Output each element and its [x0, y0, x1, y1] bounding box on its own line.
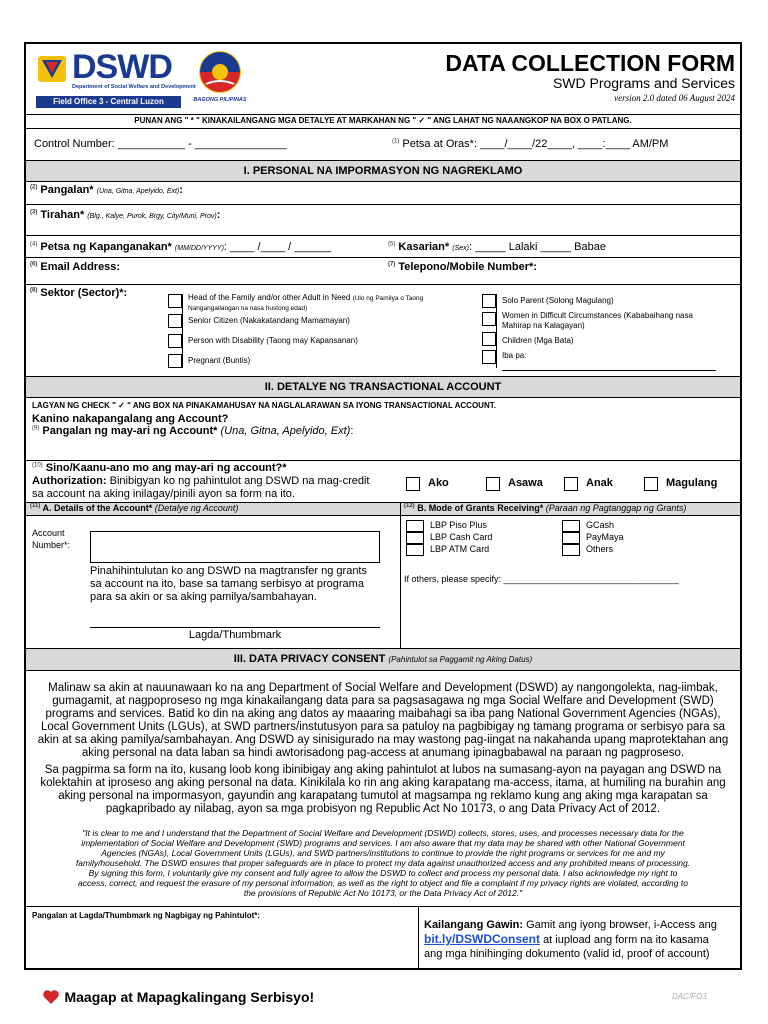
bagong-pilipinas-text: BAGONG PILIPINAS [193, 97, 247, 103]
dswd-subtitle: Department of Social Welfare and Development [72, 84, 196, 90]
sector-option-pregnant: Pregnant (Buntis) [188, 356, 251, 365]
required-action: Kailangang Gawin: Gamit ang iyong browser, i-Access ang bit.ly/DSWDConsent at iupload ang form na ito kasama ang mga hinihinging dokumento (valid id, proof of account) [424, 919, 717, 960]
name-field[interactable]: $^{(2)}$ Pangalan* (Una, Gitna, Apelyido, Ext): [30, 184, 183, 196]
privacy-paragraph-english: "It is clear to me and I understand that the Department of Social Welfare and Development (DSWD) collects, stores, uses, and processes necessary data for the implementation of Social Welfare and Development (SWD) programs and services. I am also aware that my data may be shared with other National Government Agencies (NGAs), Local Government Units (LGUs), and SWD partners/institutions to continue to provide the right programs or services for me and my family/household. The DSWD ensures that proper safeguards are in place to protect my data against unauthorized access and any prohibited means of processing. By signing this form, I voluntarily give my consent and fully agree to allow the DSWD to collect and process my personal data. I also acknowledge my right to access, correct, and request the erasure of my personal information, as well as the right to object and file a complaint if my privacy rights are violated, according to the provisions of Republic Act No 10173, or the Data Privacy Act of 2012." [75, 828, 691, 898]
form-instruction: PUNAN ANG " * " KINAKAILANGANG MGA DETALYE AT MARKAHAN NG " ✓ " ANG LAHAT NG NAAANGKOP NA BOX O PATLANG. [134, 116, 632, 125]
sector-checkbox-others[interactable] [482, 350, 496, 364]
mode-checkbox-gcash[interactable] [562, 520, 580, 532]
field-number: (7) [388, 261, 396, 268]
mode-label-paymaya: PayMaya [586, 532, 624, 542]
privacy-paragraph-2: Sa pagpirma sa form na ito, kusang loob kong ibinibigay ang aking pahintulot at lubos na sumasang-ayon na payagan ang DSWD na kolektahin at iproseso ang aking personal na data. Kinikilala ko rin ang aking karapatang ma-access, itama, at humiling na burahin ang aking personal na impormasyon, gayundin ang karapatang tumutol at magsampa ng reklamo kung ang aking mga karapatan sa pagkapribado ay nilabag, ayon sa mga probisyon ng Republic Act No 10173, o ang Data Privacy Act of 2012. [40, 764, 726, 815]
relation-label-anak: Anak [586, 477, 613, 489]
field-number: (9) [32, 425, 40, 432]
relation-checkbox-asawa[interactable] [486, 477, 500, 491]
signature-label: Lagda/Thumbmark [188, 629, 282, 641]
address-label: Tirahan* [40, 209, 85, 221]
mode-checkbox-lbp-piso[interactable] [406, 520, 424, 532]
account-owner-field[interactable]: $^{(9)}$ Pangalan ng may-ari ng Account* (Una, Gitna, Apelyido, Ext): [32, 425, 354, 437]
sector-checkbox-pregnant[interactable] [168, 354, 182, 368]
relation-label-ako: Ako [428, 477, 449, 489]
sector-option-children: Children (Mga Bata) [502, 336, 574, 345]
relation-question: $^{(10)}$ Sino/Kaanu-ano mo ang may-ari ng account?* [32, 462, 287, 474]
consent-link[interactable]: bit.ly/DSWDConsent [424, 932, 540, 946]
field-number: (5) [388, 241, 396, 248]
birthdate-hint: (MM/DD/YYYY) [174, 245, 224, 252]
footer-code: DAC/FO3 [672, 992, 707, 1001]
field-number: (2) [30, 184, 38, 191]
heart-icon [42, 989, 60, 1005]
birthdate-label: Petsa ng Kapanganakan* [40, 241, 172, 253]
section3-header: III. DATA PRIVACY CONSENT (Pahintulot sa Paggamit ng Aking Datus) [26, 648, 740, 671]
birthdate-field[interactable]: $^{(4)}$ Petsa ng Kapanganakan* (MM/DD/YYYY): ____ /____ / ______ [30, 241, 331, 253]
account-details-header: $^{(11)}$ A. Details of the Account* (Detalye ng Account) [30, 503, 239, 513]
name-hint: (Una, Gitna, Apelyido, Ext) [96, 188, 180, 195]
relation-label-asawa: Asawa [508, 477, 543, 489]
email-label: Email Address: [40, 261, 121, 273]
sector-label: $^{(8)}$ Sektor (Sector)*: [30, 287, 128, 299]
account-name-question: Kanino nakapangalang ang Account? [32, 413, 229, 425]
transfer-consent-text: Pinahihintulutan ko ang DSWD na magtransfer ng grants sa account na ito, base sa tamang serbisyo at programa para sa akin or sa aking pamilya/sambahayan. [90, 565, 367, 603]
mode-checkbox-paymaya[interactable] [562, 532, 580, 544]
section2-instruction: LAGYAN NG CHECK " ✓ " ANG BOX NA PINAKAMAHUSAY NA NAGLALARAWAN SA IYONG TRANSACTIONAL ACCOUNT. [32, 401, 496, 410]
mode-checkbox-lbp-atm[interactable] [406, 544, 424, 556]
dswd-logo-text: DSWD [72, 48, 172, 86]
sector-checkbox-pwd[interactable] [168, 334, 182, 348]
control-number-field[interactable]: Control Number: ___________ - _______________ [34, 138, 287, 150]
form-subtitle: SWD Programs and Services [552, 75, 735, 91]
relation-label-magulang: Magulang [666, 477, 718, 489]
relation-checkbox-anak[interactable] [564, 477, 578, 491]
address-hint: (Blg., Kalye, Purok, Brgy, City/Muni, Prov) [87, 213, 217, 220]
sector-option-senior: Senior Citizen (Nakakatandang Mamamayan) [188, 316, 350, 325]
footer-tagline: Maagap at Mapagkalingang Serbisyo! [42, 988, 314, 1006]
relation-checkbox-ako[interactable] [406, 477, 420, 491]
privacy-paragraph-1: Malinaw sa akin at nauunawaan ko na ang Department of Social Welfare and Development (DSWD) ay nangongolekta, nag-iimbak, gumagamit, at nagpoproseso ng mga kinakailangang data para sa pagsasagawa ng mga Social Welfare and Development (SWD) programs and services. Batid ko din na aking ang datos ay maaaring maibahagi sa iba pang National Government Agencies (NGAs), Local Government Units (LGUs), at SWD partners/instutusyon para sa patuloy na pagbibigay ng tamang programa or serbisyo para sa akin at sa aking pamilya/sambahayan. Ang DSWD ay sinisigurado na may wastong pag-iingat na nakahanda upang maprotektahan ang aking personal na data laban sa hindi awtorisadong pag-access at anumang ipinagbabawal na paraan ng pagproseso. [37, 682, 729, 759]
phone-label: Telepono/Mobile Number*: [398, 261, 537, 273]
mode-label-others: Others [586, 544, 614, 554]
phone-field[interactable] [388, 261, 537, 273]
signer-label: Pangalan at Lagda/Thumbmark ng Nagbigay ng Pahintulot*: [32, 911, 261, 920]
mode-label-lbp-cash: LBP Cash Card [430, 532, 493, 542]
name-label: Pangalan* [40, 184, 94, 196]
email-field[interactable] [30, 261, 120, 273]
field-number: (4) [30, 241, 38, 248]
mode-checkbox-lbp-cash[interactable] [406, 532, 424, 544]
sector-checkbox-children[interactable] [482, 332, 496, 346]
signature-line[interactable] [90, 627, 380, 628]
mode-header: $^{(12)}$ B. Mode of Grants Receiving* (Paraan ng Pagtanggap ng Grants) [404, 503, 687, 513]
sex-field[interactable]: $^{(5)}$ Kasarian* (Sex): _____ Lalaki _____ Babae [388, 241, 606, 253]
field-number: (1) [392, 138, 400, 145]
field-number: (6) [30, 261, 38, 268]
sector-option-women: Women in Difficult Circumstances (Kababaihang nasa Mahirap na Kalagayan) [502, 311, 693, 330]
sector-option-others: Iba pa: [502, 351, 527, 360]
date-time-label: Petsa at Oras*: ____/____/22____, ____:____ AM/PM [402, 138, 669, 150]
sex-label: Kasarian* [398, 241, 450, 253]
authorization-text: Authorization: Binibigyan ko ng pahintulot ang DSWD na mag-credit sa account na aking inilagay/pinili ayon sa form na ito. [32, 475, 370, 500]
field-number: (3) [30, 209, 38, 216]
address-field[interactable]: $^{(3)}$ Tirahan* (Blg., Kalye, Purok, Brgy, City/Muni, Prov): [30, 209, 221, 221]
mode-label-lbp-piso: LBP Piso Plus [430, 520, 487, 530]
sector-checkbox-senior[interactable] [168, 314, 182, 328]
sector-option-head-of-family: Head of the Family and/or other Adult in Need (Ulo ng Pamilya o Taong Nangangailangan na nasa hustong edad) [188, 293, 424, 312]
form-frame [24, 42, 742, 970]
signer-signature-area[interactable] [32, 924, 412, 964]
account-owner-hint: (Una, Gitna, Apelyido, Ext) [220, 425, 351, 437]
sector-checkbox-women[interactable] [482, 312, 496, 326]
sector-checkbox-solo-parent[interactable] [482, 294, 496, 308]
mode-checkbox-others[interactable] [562, 544, 580, 556]
sector-option-solo-parent: Solo Parent (Solong Magulang) [502, 296, 614, 305]
date-time-field[interactable] [392, 138, 668, 150]
account-number-input[interactable] [90, 531, 380, 563]
section2-header: II. DETALYE NG TRANSACTIONAL ACCOUNT [26, 376, 740, 398]
field-office-badge: Field Office 3 - Central Luzon [36, 96, 181, 108]
sector-option-pwd: Person with Disability (Taong may Kapansanan) [188, 336, 358, 345]
form-version: version 2.0 dated 06 August 2024 [614, 93, 735, 103]
others-specify-field[interactable]: If others, please specify: ___________________________________ [404, 574, 679, 584]
form-title: DATA COLLECTION FORM [445, 50, 735, 76]
section1-header: I. PERSONAL NA IMPORMASYON NG NAGREKLAMO [26, 160, 740, 182]
sector-checkbox-head-of-family[interactable] [168, 294, 182, 308]
sector-others-line[interactable] [502, 370, 716, 371]
mode-label-gcash: GCash [586, 520, 615, 530]
account-owner-label: Pangalan ng may-ari ng Account* [42, 425, 218, 437]
account-number-label: Account Number*: [32, 528, 71, 550]
relation-checkbox-magulang[interactable] [644, 477, 658, 491]
sex-hint: (Sex) [452, 245, 469, 252]
mode-label-lbp-atm: LBP ATM Card [430, 544, 490, 554]
